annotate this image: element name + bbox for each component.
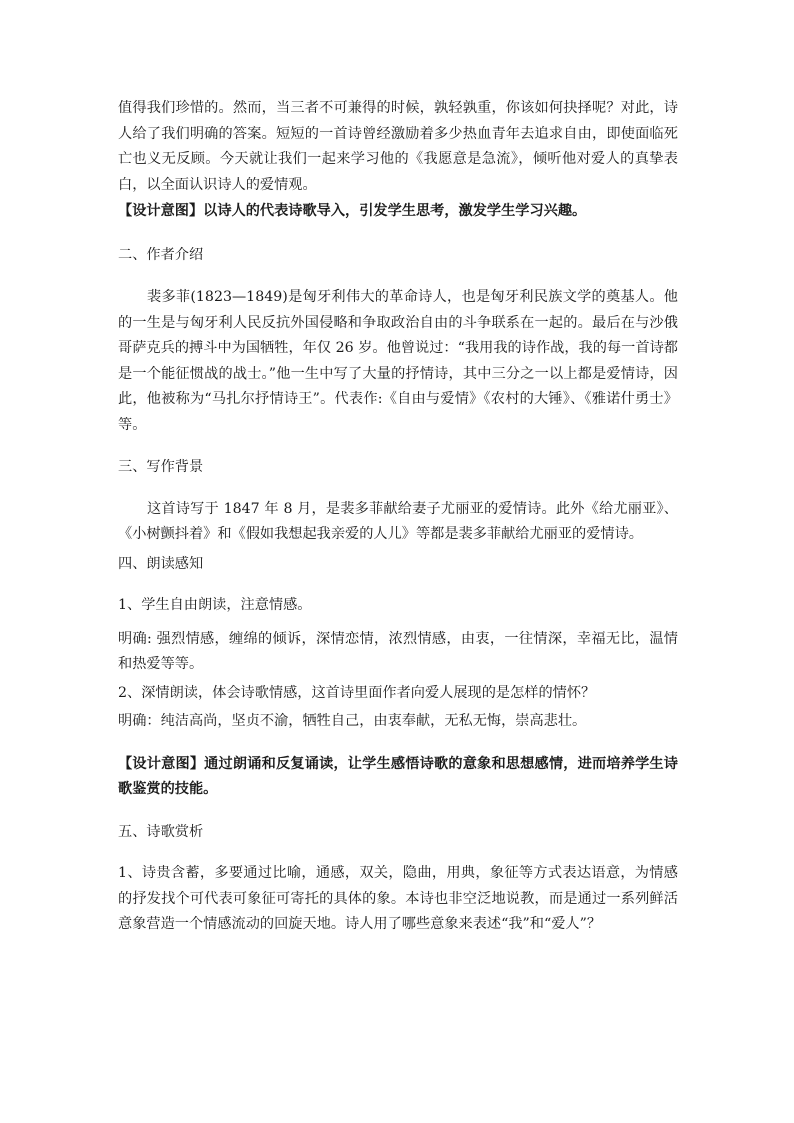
section-heading-background: 三、写作背景 — [118, 459, 204, 475]
intro-paragraph: 值得我们珍惜的。然而，当三者不可兼得的时候，孰轻孰重，你该如何抉择呢？对此，诗人给了我们明确的答案。短短的一首诗曾经激励着多少热血青年去追求自由，即使面临死亡也义无反顾。今天就让我们一起来学习他的《我愿意是急流》，倾听他对爱人的真挚表白，以全面认识诗人的爱情观。 — [118, 100, 678, 193]
reading-item-2: 2、深情朗读，体会诗歌情感，这首诗里面作者向爱人展现的是怎样的情怀？ — [118, 684, 596, 701]
design-intent-2: 【设计意图】通过朗诵和反复诵读，让学生感悟诗歌的意象和思想感情，进而培养学生诗歌鉴赏的技能。 — [118, 755, 678, 797]
section-heading-author: 二、作者介绍 — [118, 246, 204, 263]
author-paragraph: 裴多菲(1823—1849)是匈牙利伟大的革命诗人，也是匈牙利民族文学的奠基人。他的一生是与匈牙利人民反抗外国侵略和争取政治自由的斗争联系在一起的。最后在与沙俄哥萨克兵的搏斗中为国牺牲，年仅 26 岁。他曾说过：“我用我的诗作战，我的每一首诗都是一个能征惯战的战士。”他一生中写了大量的抒情诗，其中三分之一以上都是爱情诗，因此，他被称为“马扎尔抒情诗王”。代表作:《自由与爱情》《农村的大锤》、《雅诺什勇士》等。 — [118, 289, 678, 433]
background-paragraph: 这首诗写于 1847 年 8 月，是裴多菲献给妻子尤丽亚的爱情诗。此外《给尤丽亚》、《小树颤抖着》和《假如我想起我亲爱的人儿》等都是裴多菲献给尤丽亚的爱情诗。 — [118, 500, 678, 542]
reading-item-1: 1、学生自由朗读，注意情感。 — [118, 597, 312, 613]
section-heading-appreciation: 五、诗歌赏析 — [118, 823, 204, 840]
section-heading-reading: 四、朗读感知 — [118, 555, 204, 572]
appreciation-item-1: 1、诗贵含蓄，多要通过比喻，通感，双关，隐曲，用典，象征等方式表达语意，为情感的抒发找个可代表可象征可寄托的具体的象。本诗也非空泛地说教，而是通过一系列鲜活意象营造一个情感流动的回旋天地。诗人用了哪些意象来表述“我”和“爱人”？ — [118, 865, 678, 932]
document-page — [118, 96, 678, 938]
reading-answer-1: 明确: 强烈情感，缠绵的倾诉，深情恋情，浓烈情感，由衷，一往情深，幸福无比，温情和热爱等等。 — [118, 630, 678, 672]
design-intent-1: 【设计意图】以诗人的代表诗歌导入，引发学生思考，激发学生学习兴趣。 — [118, 203, 587, 219]
reading-answer-2: 明确：纯洁高尚，坚贞不渝，牺牲自己，由衷奉献，无私无悔，崇高悲壮。 — [118, 713, 587, 729]
